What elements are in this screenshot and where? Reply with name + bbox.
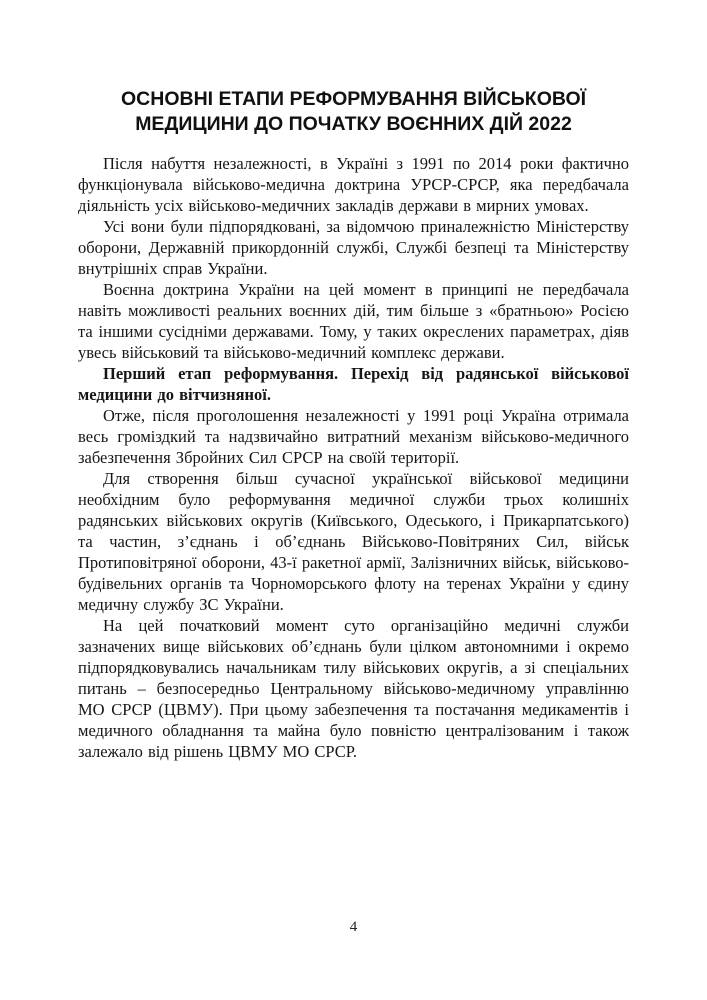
paragraph-6: Для створення більш сучасної української військової медицини необхідним було реформування медичної служби трьох колишніх радянських військових округів (Київського, Одеського, і Прикарпатського) та частин, з’єднань і об’єднань Військово-Повітряних Сил, військ Протиповітряної оборони, 43-ї ракетної армії, Залізничних військ, військово-будівельних органів та Чорноморського флоту на теренах України у єдину медичну службу ЗС України. [78,469,629,614]
paragraph-4-stage-heading: Перший етап реформування. Перехід від радянської військової медицини до вітчизняної. [78,364,629,404]
paragraph-7: На цей початковий момент суто організаційно медичні служби зазначених вище військових об’єднань були цілком автономними і окремо підпорядковувались начальникам тилу військових округів, а зі спеціальних питань – безпосередньо Центральному військово-медичному управлінню МО СРСР (ЦВМУ). При цьому забезпечення та постачання медикаментів і медичного обладнання та майна було повністю централізованим і також залежало від рішень ЦВМУ МО СРСР. [78,616,629,761]
document-body [78,153,629,762]
paragraph-3: Воєнна доктрина України на цей момент в принципі не передбачала навіть можливості реальних воєнних дій, тим більше з «братньою» Росією та іншими сусідніми державами. Тому, у таких окреслених параметрах, діяв увесь військовий та військово-медичний комплекс держави. [78,280,629,362]
paragraph-1: Після набуття незалежності, в Україні з 1991 по 2014 роки фактично функціонувала військово-медична доктрина УРСР-СРСР, яка передбачала діяльність усіх військово-медичних закладів держави в мирних умовах. [78,154,629,215]
page-title: ОСНОВНІ ЕТАПИ РЕФОРМУВАННЯ ВІЙСЬКОВОЇ МЕДИЦИНИ ДО ПОЧАТКУ ВОЄННИХ ДІЙ 2022 [120,88,587,135]
paragraph-5: Отже, після проголошення незалежності у 1991 році Україна отримала весь громіздкий та надзвичайно витратний механізм військово-медичного забезпечення Збройних Сил СРСР на своїй території. [78,406,629,467]
paragraph-2: Усі вони були підпорядковані, за відомчою приналежністю Міністерству оборони, Державній прикордонній службі, Службі безпеці та Міністерству внутрішніх справ України. [78,217,629,278]
page-number: 4 [349,919,358,935]
